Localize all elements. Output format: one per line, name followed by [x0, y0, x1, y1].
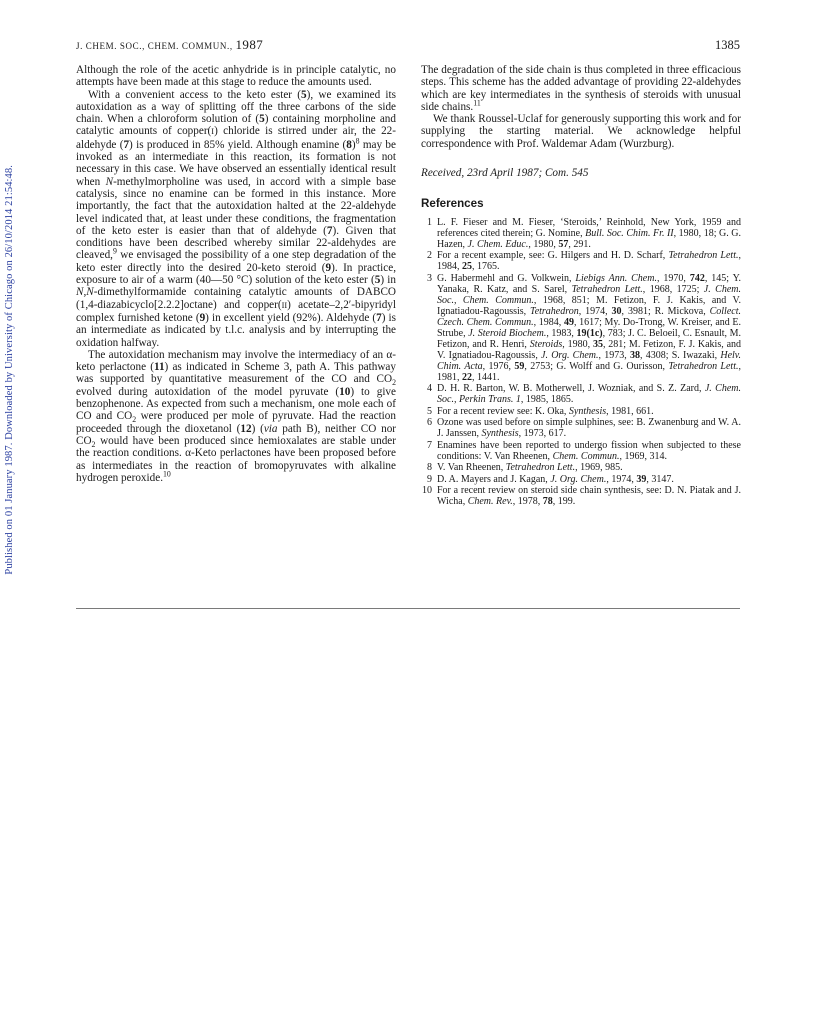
reference-text: For a recent review on steroid side chain synthesis, see: D. N. Piatak and J. Wicha, Chem. Rev., 1978, 78, 199.	[437, 485, 741, 508]
reference-text: G. Habermehl and G. Volkwein, Liebigs Ann. Chem., 1970, 742, 145; Y. Yanaka, R. Katz, and S. Sarel, Tetrahedron Lett., 1968, 1725; J. Chem. Soc., Chem. Commun., 1968, 851; M. Fetizon, F. J. Kakis, and V. Ignatiadou-Ragoussis, Tetrahedron, 1974, 30, 3981; R. Mickova, Collect. Czech. Chem. Commun., 1984, 49, 1617; My. Do-Trong, W. Kreiser, and E. Strube, J. Steroid Biochem., 1983, 19(1c), 783; J. C. Beloeil, C. Esnault, M. Fetizon, and R. Henri, Steroids, 1980, 35, 281; M. Fetizon, F. J. Kakis, and V. Ignatiadou-Ragoussis, J. Org. Chem., 1973, 38, 4308; S. Iwazaki, Helv. Chim. Acta, 1976, 59, 2753; G. Wolff and G. Ourisson, Tetrahedron Lett., 1981, 22, 1441.	[437, 272, 742, 383]
references-heading: References	[421, 197, 484, 211]
reference-item	[421, 440, 741, 462]
reference-text: D. H. R. Barton, W. B. Motherwell, J. Wozniak, and S. Z. Zard, J. Chem. Soc., Perkin Trans. 1, 1985, 1865.	[437, 383, 742, 406]
reference-item	[421, 250, 741, 272]
reference-number: 8	[427, 462, 432, 474]
paragraph-side-chain-degradation: The degradation of the side chain is thus completed in three efficacious steps. This scheme has the added advantage of providing 22-aldehydes which are key intermediates in the synthesis of steroids with unusual side chains.$^{11}$	[421, 64, 741, 113]
reference-number: 10	[422, 485, 432, 497]
reference-item	[421, 217, 741, 250]
page-header	[76, 37, 740, 53]
reference-item	[421, 462, 741, 473]
reference-text: Enamines have been reported to undergo fission when subjected to these conditions: V. Van Rheenen, Chem. Commun., 1969, 314.	[437, 439, 741, 462]
left-column	[76, 64, 396, 484]
download-watermark-text: Published on 01 January 1987. Downloaded by University of Chicago on 26/10/2014 21:54:48.	[3, 165, 15, 575]
reference-number: 5	[427, 405, 432, 417]
reference-item	[421, 485, 741, 507]
download-watermark	[1, 110, 17, 630]
reference-number: 6	[427, 417, 432, 429]
reference-item	[421, 406, 741, 417]
journal-name: J. CHEM. SOC., CHEM. COMMUN.,	[76, 41, 233, 51]
reference-number: 4	[427, 383, 432, 395]
reference-text: L. F. Fieser and M. Fieser, ‘Steroids,’ Reinhold, New York, 1959 and references cited therein; G. Nomine, Bull. Soc. Chim. Fr. II, 1980, 18; G. G. Hazen, J. Chem. Educ., 1980, 57, 291.	[437, 216, 741, 250]
paragraph-acknowledgements: We thank Roussel-Uclaf for generously supporting this work and for supplying the starting material. We acknowledge helpful correspondence with Prof. Waldemar Adam (Wurzburg).	[421, 113, 741, 150]
reference-item	[421, 417, 741, 439]
reference-text: For a recent example, see: G. Hilgers and H. D. Scharf, Tetrahedron Lett., 1984, 25, 1765.	[437, 250, 741, 273]
references-list	[421, 217, 741, 508]
page-number: 1385	[715, 38, 740, 52]
paragraph-autoxidation-mechanism: The autoxidation mechanism may involve the intermediacy of an α-keto perlactone (11) as indicated in Scheme 3, path A. This pathway was supported by quantitative measurement of the CO and $CO_2$ evolved during autoxidation of the model pyruvate (10) to give benzophenone. As expected from such a mechanism, one mole each of CO and $CO_2$ were produced per mole of pyruvate. Had the reaction proceeded through the dioxetanol (12) (via path B), neither CO nor $CO_2$ would have been produced since hemioxalates are stable under the reaction conditions. α-Keto perlactones have been proposed before as intermediates in the reaction of bromopyruvates with alkaline hydrogen peroxide.$^{10}$	[76, 348, 397, 484]
received-date: Received, 23rd April 1987; Com. 545	[421, 167, 589, 180]
reference-number: 3	[427, 272, 432, 284]
footer-rule	[76, 608, 740, 609]
reference-item	[421, 273, 741, 383]
reference-number: 1	[427, 216, 432, 228]
reference-text: V. Van Rheenen, Tetrahedron Lett., 1969, 985.	[437, 462, 623, 474]
reference-text: D. A. Mayers and J. Kagan, J. Org. Chem., 1974, 39, 3147.	[437, 473, 674, 485]
reference-text: Ozone was used before on simple sulphines, see: B. Zwanenburg and W. A. J. Janssen, Synthesis, 1973, 617.	[437, 417, 741, 440]
reference-number: 7	[427, 439, 432, 451]
reference-item	[421, 474, 741, 485]
paragraph-keto-ester-autoxidation: With a convenient access to the keto ester (5), we examined its autoxidation as a way of splitting off the three carbons of the side chain. When a chloroform solution of (5) containing morpholine and catalytic amounts of copper(I) chloride is stirred under air, the 22-aldehyde (7) is produced in 85% yield. Although enamine $(8)^8$ may be invoked as an intermediate in this reaction, its formation is not necessary in this case. We have observed an essentially identical result when N-methylmorpholine was used, in accord with a simple base catalysis, since no enamine can be formed in this instance. More importantly, the fact that the autoxidation halted at the 22-aldehyde level indicated that, at least under these conditions, the fragmentation of the keto ester is easier than that of aldehyde (7). Given that conditions have been described whereby similar 22-aldehydes are cleaved,$^9$ we envisaged the possibility of a one step degradation of the keto ester directly into the desired 20-keto steroid (9). In practice, exposure to air of a warm (40—50 °C) solution of the keto ester (5) in N,N-dimethylformamide containing catalytic amounts of DABCO (1,4-diazabicyclo[2.2.2]octane) and copper(II) acetate–2,2′-bipyridyl complex furnished ketone (9) in excellent yield (92%). Aldehyde (7) is an intermediate as indicated by t.l.c. analysis and by interrupting the oxidation halfway.	[76, 88, 397, 349]
reference-number: 9	[427, 473, 432, 485]
journal-year: 1987	[235, 37, 264, 52]
reference-number: 2	[427, 250, 432, 262]
journal-running-head	[76, 37, 263, 53]
reference-item	[421, 383, 741, 405]
right-column	[421, 64, 741, 508]
reference-text: For a recent review see: K. Oka, Synthesis, 1981, 661.	[437, 405, 654, 417]
paragraph-acetic-anhydride: Although the role of the acetic anhydride is in principle catalytic, no attempts have been made at this stage to reduce the amounts used.	[76, 64, 396, 89]
